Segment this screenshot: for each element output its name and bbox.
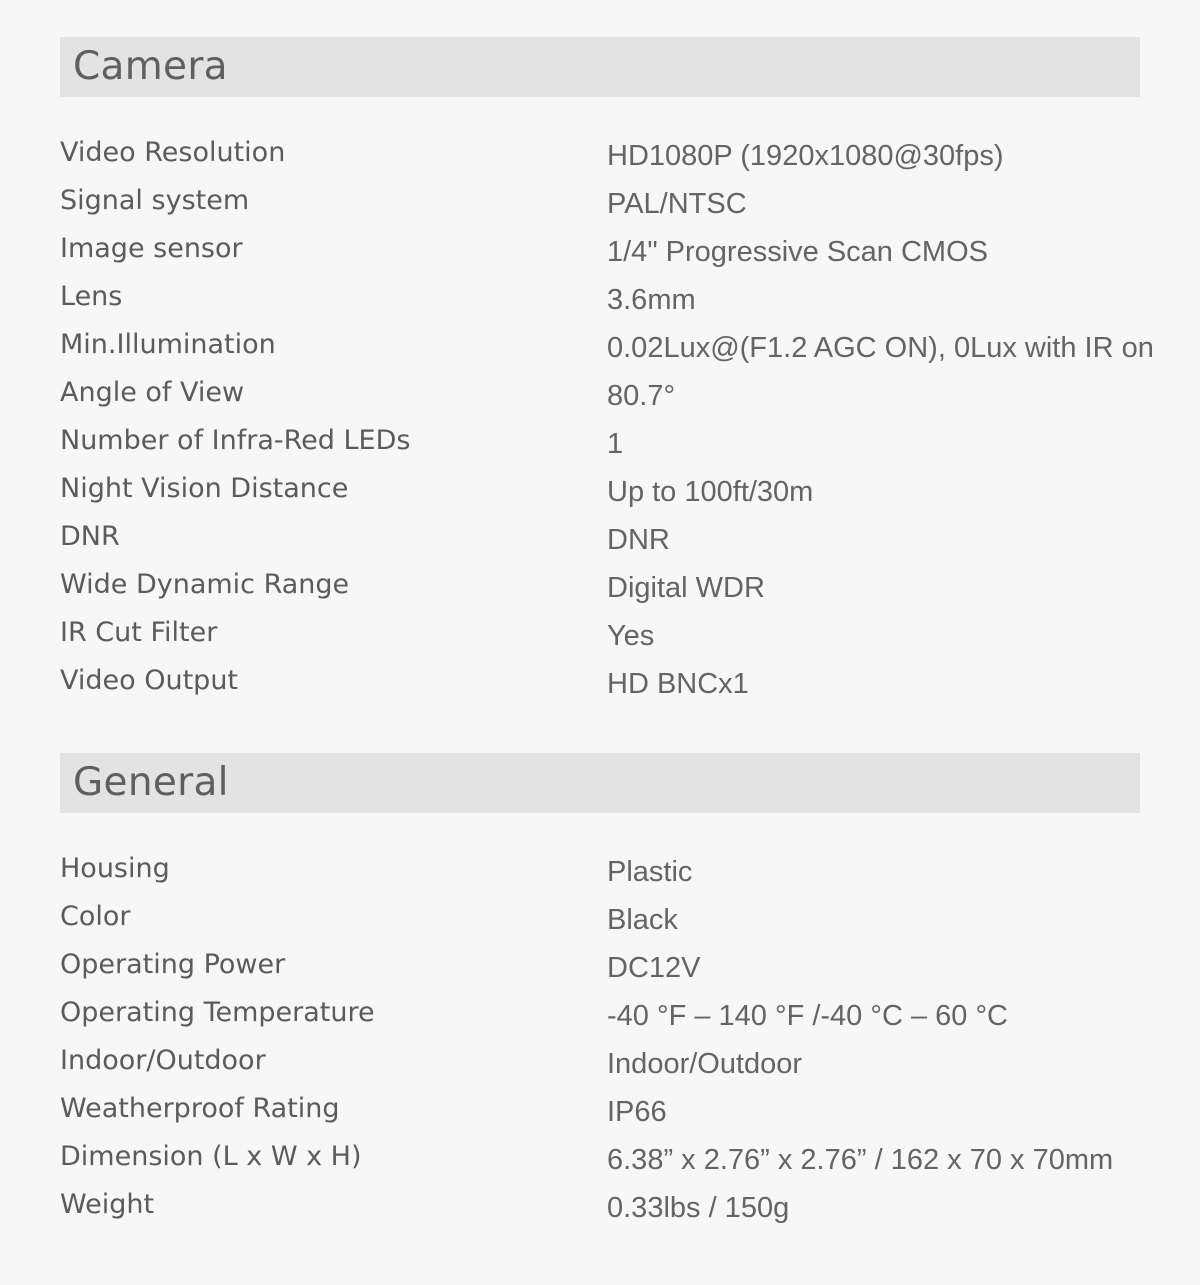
spec-row-min-illumination <box>60 326 1154 374</box>
spec-value: DNR <box>607 524 670 556</box>
spec-row-night-vision <box>60 470 1140 518</box>
camera-section-header: Camera <box>60 37 1140 97</box>
spec-label: Number of Infra-Red LEDs <box>60 425 411 456</box>
spec-label: Indoor/Outdoor <box>60 1045 266 1076</box>
spec-row-image-sensor <box>60 230 1140 278</box>
spec-value: PAL/NTSC <box>607 188 747 220</box>
spec-value: Black <box>607 904 678 936</box>
general-spec-list <box>60 850 1140 1234</box>
spec-value: 6.38” x 2.76” x 2.76” / 162 x 70 x 70mm <box>607 1144 1114 1176</box>
spec-label: Video Output <box>60 665 239 696</box>
general-section-header: General <box>60 753 1140 813</box>
spec-value: DC12V <box>607 952 701 984</box>
spec-row-ir-leds <box>60 422 1140 470</box>
spec-label: Min.Illumination <box>60 329 276 360</box>
spec-row-dimension <box>60 1138 1140 1186</box>
spec-label: Angle of View <box>60 377 245 408</box>
spec-row-operating-power <box>60 946 1140 994</box>
spec-row-housing <box>60 850 1140 898</box>
spec-row-lens <box>60 278 1140 326</box>
spec-row-video-output <box>60 662 1140 710</box>
spec-row-operating-temperature <box>60 994 1140 1042</box>
spec-value: 0.33lbs / 150g <box>607 1192 790 1224</box>
spec-value: 1/4" Progressive Scan CMOS <box>607 236 988 268</box>
camera-spec-list <box>60 134 1154 710</box>
spec-label: DNR <box>60 521 120 552</box>
spec-label: Dimension (L x W x H) <box>60 1141 362 1172</box>
spec-label: Housing <box>60 853 170 884</box>
camera-section <box>60 37 1154 710</box>
spec-label: Signal system <box>60 185 250 216</box>
spec-value: 3.6mm <box>607 284 696 316</box>
spec-row-angle-of-view <box>60 374 1140 422</box>
spec-row-color <box>60 898 1140 946</box>
spec-label: Operating Temperature <box>60 997 375 1028</box>
spec-value: HD BNCx1 <box>607 668 749 700</box>
spec-label: Night Vision Distance <box>60 473 349 504</box>
spec-label: Weatherproof Rating <box>60 1093 340 1124</box>
spec-label: Wide Dynamic Range <box>60 569 350 600</box>
spec-label: IR Cut Filter <box>60 617 218 648</box>
spec-row-weatherproof-rating <box>60 1090 1140 1138</box>
spec-row-signal-system <box>60 182 1140 230</box>
spec-label: Color <box>60 901 131 932</box>
general-section <box>60 753 1140 1234</box>
spec-value: 80.7° <box>607 380 676 412</box>
spec-value: 1 <box>607 428 624 460</box>
spec-row-weight <box>60 1186 1140 1234</box>
spec-label: Image sensor <box>60 233 243 264</box>
spec-value: 0.02Lux@(F1.2 AGC ON), 0Lux with IR on <box>607 332 1154 364</box>
spec-row-indoor-outdoor <box>60 1042 1140 1090</box>
spec-label: Lens <box>60 281 123 312</box>
spec-row-ir-cut-filter <box>60 614 1140 662</box>
spec-label: Video Resolution <box>60 137 286 168</box>
spec-value: Indoor/Outdoor <box>607 1048 803 1080</box>
spec-value: IP66 <box>607 1096 667 1128</box>
spec-label: Weight <box>60 1189 155 1220</box>
spec-value: HD1080P (1920x1080@30fps) <box>607 140 1004 172</box>
spec-value: Digital WDR <box>607 572 765 604</box>
spec-label: Operating Power <box>60 949 286 980</box>
spec-row-dnr <box>60 518 1140 566</box>
spec-value: -40 °F – 140 °F /-40 °C – 60 °C <box>607 1000 1009 1032</box>
spec-value: Plastic <box>607 856 693 888</box>
spec-row-video-resolution <box>60 134 1140 182</box>
spec-value: Yes <box>607 620 655 652</box>
spec-row-wdr <box>60 566 1140 614</box>
spec-value: Up to 100ft/30m <box>607 476 814 508</box>
